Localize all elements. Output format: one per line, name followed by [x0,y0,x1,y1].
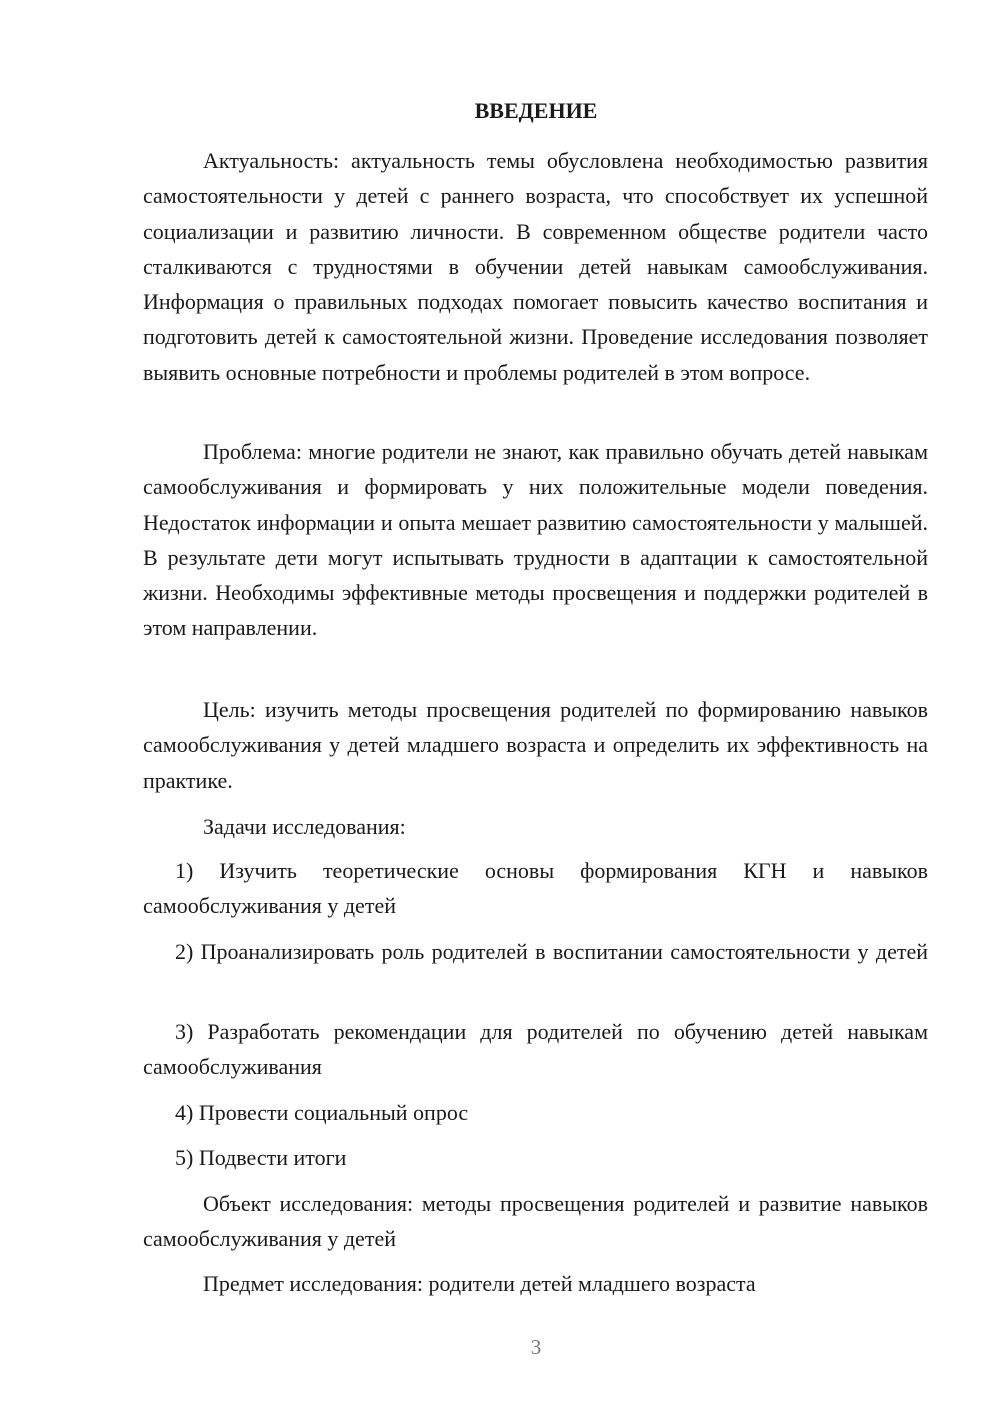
task-item-4: 4) Провести социальный опрос [175,1100,469,1125]
paragraph-goal: Цель: изучить методы просвещения родителей по формированию навыков самообслуживания у детей младшего возраста и определить их эффективность на практике. [143,697,928,793]
task-item-2: 2) Проанализировать роль родителей в воспитании самостоятельности у детей [175,939,928,964]
task-item-3: 3) Разработать рекомендации для родителей по обучению детей навыкам самообслуживания [143,1019,928,1080]
paragraph-object: Объект исследования: методы просвещения родителей и развитие навыков самообслуживания у детей [143,1191,928,1252]
task-item-1: 1) Изучить теоретические основы формирования КГН и навыков самообслуживания у детей [143,858,928,919]
task-item-5: 5) Подвести итоги [175,1145,347,1170]
task-item-2-line-1 [143,934,928,969]
paragraph-subject: Предмет исследования: родители детей младшего возраста [203,1271,756,1296]
paragraph-problem: Проблема: многие родители не знают, как правильно обучать детей навыкам самообслуживания и формировать у них положительные модели поведения. Недостаток информации и опыта мешает развитию самостоятельности у малышей. В результате дети могут испытывать трудности в адаптации к самостоятельной жизни. Необходимы эффективные методы просвещения и поддержки родителей в этом направлении. [143,439,928,641]
page-title: ВВЕДЕНИЕ [474,98,598,123]
tasks-heading: Задачи исследования: [203,814,406,839]
paragraph-relevance: Актуальность: актуальность темы обусловлена необходимостью развития самостоятельности у детей с раннего возраста, что способствует их успешной социализации и развитию личности. В современном обществе родители часто сталкиваются с трудностями в обучении детей навыкам самообслуживания. Информация о правильных подходах помогает повысить качество воспитания и подготовить детей к самостоятельной жизни. Проведение исследования позволяет выявить основные потребности и проблемы родителей в этом вопросе. [143,148,928,385]
page-number: 3 [530,1335,542,1359]
